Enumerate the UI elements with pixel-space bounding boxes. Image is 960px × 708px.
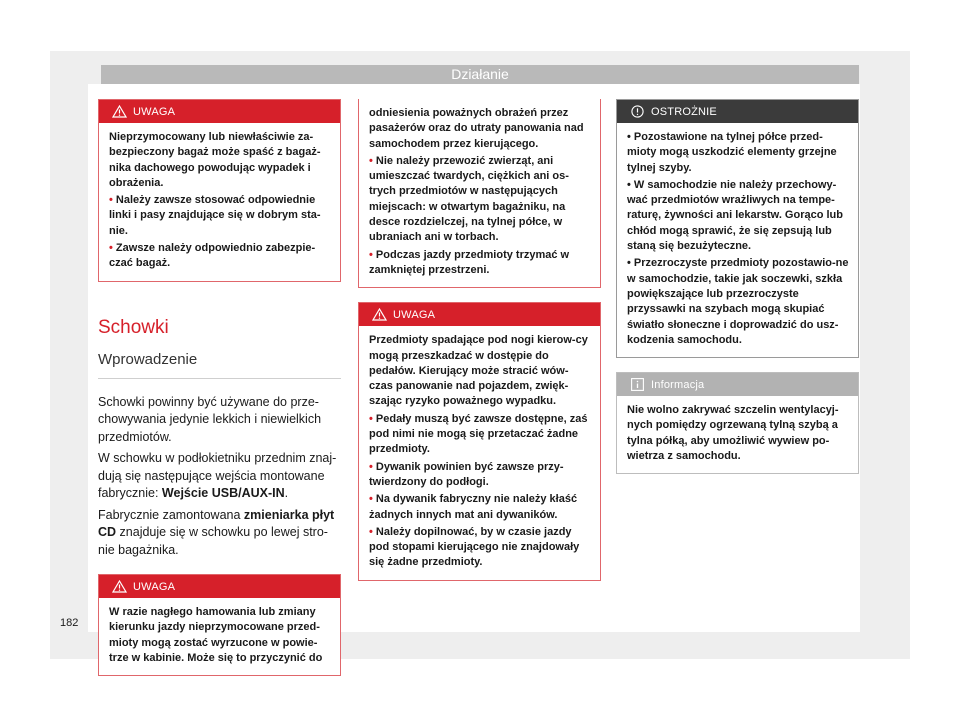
info-label: Informacja [651,378,705,391]
page-number: 182 [60,617,79,629]
column-middle [358,99,601,581]
warning-box-continued [358,99,601,288]
column-left [98,99,341,676]
warning-box [358,302,601,580]
section-subtitle: Wprowadzenie [98,350,198,368]
info-paragraph: Nie wolno zakrywać szczelin wentylacyj-nych pomiędzy ogrzewaną tylną szybą a tylna półką, aby umożliwić wywiew po-wietrza z samochodu. [627,404,839,463]
warning-paragraph: • Należy zawsze stosować odpowiednie linki i pasy znajdujące się w dobrym sta-nie. [109,194,321,237]
warning-label: UWAGA [133,580,176,593]
warning-header [99,100,340,123]
caution-header [617,100,858,123]
warning-triangle-icon [365,308,393,321]
warning-triangle-icon [105,105,133,118]
caution-body [617,123,858,357]
section-title: Schowki [98,316,169,338]
body-paragraph: Fabrycznie zamontowana zmieniarka płyt CD znajduje się w schowku po lewej stro-nie bagażnika. [98,507,335,557]
caution-paragraph: • Przezroczyste przedmioty pozostawio-ne w samochodzie, takie jak soczewki, szkła powiększające lub przezroczyste przyssawki na szybach mogą skupiać światło słoneczne i doprowadzić do usz-kodzenia samochodu. [627,257,849,346]
caution-paragraph: • Pozostawione na tylnej półce przed-mioty mogą uszkodzić elementy grzejne tylnej szyby. [627,131,837,174]
body-paragraph: W schowku w podłokietniku przednim znaj-dują się następujące wejścia montowane fabrycznie: Wejście USB/AUX-IN. [98,451,337,501]
warning-paragraph: • Na dywanik fabryczny nie należy kłaść żadnych innych mat ani dywaników. [369,493,578,521]
warning-header [99,575,340,598]
caution-label: OSTROŻNIE [651,105,717,118]
subtitle-divider [98,378,341,379]
warning-paragraph: • Zawsze należy odpowiednio zabezpie-czać bagaż. [109,242,316,270]
warning-paragraph: Nieprzymocowany lub niewłaściwie za-bezpieczony bagaż może spaść z bagaż-nika dachowego powodując wypadek i obrażenia. [109,131,321,189]
exclamation-circle-icon [623,105,651,118]
warning-paragraph: • Dywanik powinien być zawsze przy-twierdzony do podłogi. [369,460,564,488]
warning-body [359,326,600,579]
warning-label: UWAGA [393,308,436,321]
warning-paragraph: • Pedały muszą być zawsze dostępne, zaś pod nimi nie mogą się przetaczać żadne przedmioty. [369,412,588,456]
info-icon [623,378,651,391]
warning-header [359,303,600,326]
warning-paragraph: odniesienia poważnych obrażeń przez pasażerów oraz do utraty panowania nad samochodem przez kierującego. [369,107,584,150]
warning-paragraph: • Nie należy przewozić zwierząt, ani umieszczać twardych, ciężkich ani os-trych przedmiotów w następujących miejscach: w otwartym bagażniku, na desce rozdzielczej, na tylnej półce, w ubraniach ani w torbach. [369,154,569,244]
body-paragraph: Schowki powinny być używane do prze-chowywania jedynie lekkich i niewielkich przedmiotów. [98,394,322,444]
warning-paragraph: • Należy dopilnować, by w czasie jazdy pod stopami kierującego nie znajdowały się żadne przedmioty. [369,525,580,569]
info-header [617,373,858,396]
warning-paragraph: Przedmioty spadające pod nogi kierow-cy mogą przeszkadzać w dostępie do pedałów. Kierujący może stracić wów-czas panowanie nad pojazdem, zwięk-szając ryzyko poważnego wypadku. [369,334,588,408]
warning-paragraph: • Podczas jazdy przedmioty trzymać w zamkniętej przestrzeni. [369,248,570,276]
warning-paragraph: W razie nagłego hamowania lub zmiany kierunku jazdy nieprzymocowane przed-mioty mogą zostać wyrzucone w powie-trze w kabinie. Może się to przyczynić do [109,606,323,665]
warning-triangle-icon [105,580,133,593]
caution-paragraph: • W samochodzie nie należy przechowy-wać przedmiotów wrażliwych na tempe-raturę, żywności ani lekarstw. Gorąco lub chłód mogą sprawić, że się zepsują lub staną się bezużyteczne. [627,178,843,253]
page-header: Działanie [101,65,859,84]
warning-label: UWAGA [133,105,176,118]
warning-box [98,99,341,282]
warning-body [359,99,600,287]
info-box [616,372,859,474]
info-body [617,396,858,473]
warning-body [99,123,340,281]
warning-box [98,574,341,676]
caution-box [616,99,859,358]
warning-body [99,598,340,675]
column-right [616,99,859,474]
